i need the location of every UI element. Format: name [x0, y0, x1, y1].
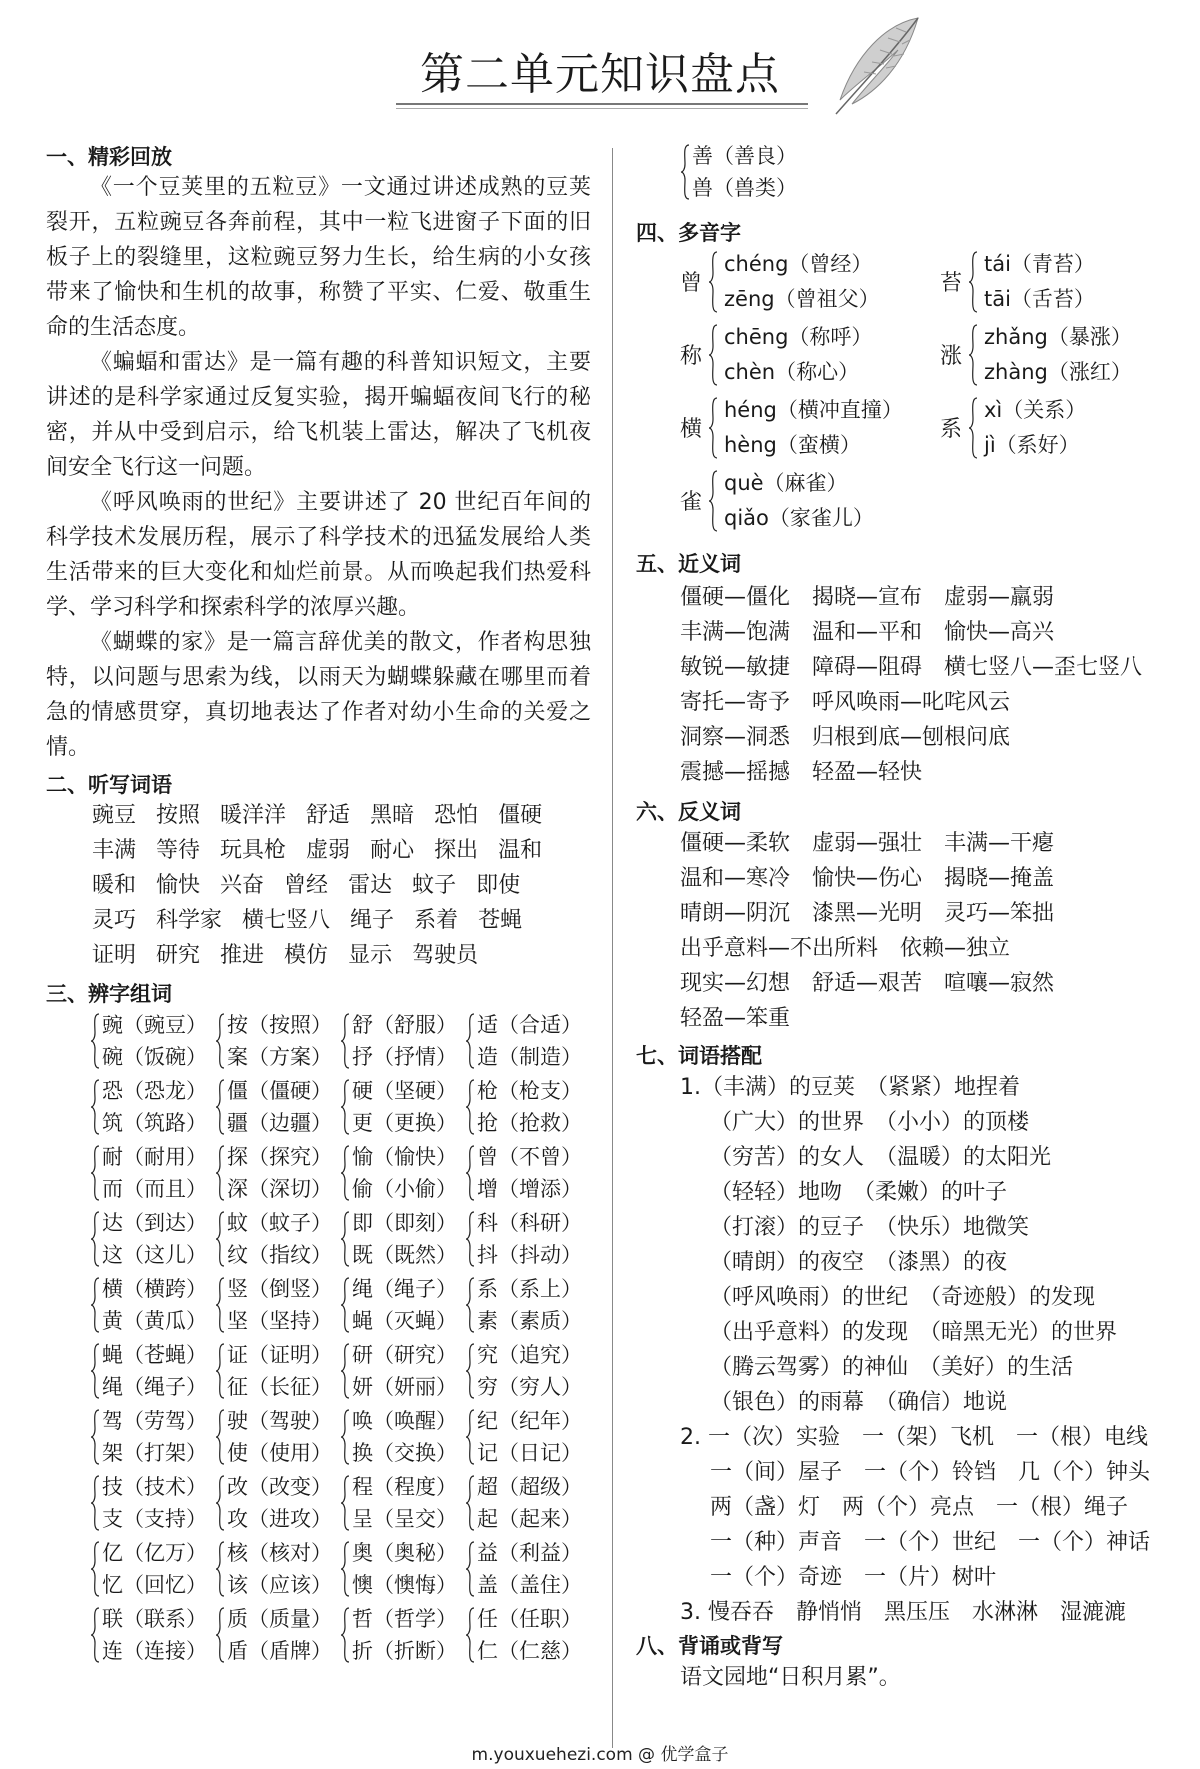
word: 驾驶员 — [412, 943, 479, 968]
title-area — [0, 38, 1200, 118]
group-word: 豌（豌豆） — [102, 1013, 207, 1037]
paragraph-3: 《呼风唤雨的世纪》主要讲述了 20 世纪百年间的科学技术发展历程，展示了科学技术的迅猛发展给人类生活带来的巨大变化和灿烂前景。从而唤起我们热爱科学、学习科学和探索科学的浓厚兴趣。 — [46, 490, 591, 620]
char-group — [465, 1273, 590, 1337]
collocation-row: 两（盏）灯 两（个）亮点 一（根）绳子 — [710, 1495, 1129, 1520]
antonym-row: 僵硬—柔软 虚弱—强壮 丰满—干瘪 — [680, 831, 1055, 856]
group-word: 既（既然） — [352, 1243, 457, 1267]
group-word: 疆（边疆） — [227, 1111, 332, 1135]
word: 研究 — [156, 943, 201, 968]
word: 暖和 — [92, 873, 137, 898]
brace-icon — [968, 324, 978, 386]
char-group — [465, 1339, 590, 1403]
char-group — [465, 1141, 590, 1205]
collocation-row: （银色）的雨幕 （确信）地说 — [710, 1390, 1008, 1415]
recite-text: 语文园地“日积月累”。 — [680, 1665, 901, 1690]
antonym-row: 晴朗—阴沉 漆黑—光明 灵巧—笨拙 — [680, 901, 1055, 926]
antonym-list — [680, 826, 1054, 1036]
char-group — [340, 1603, 465, 1667]
synonym-list — [680, 580, 1142, 790]
group-word: 连（连接） — [102, 1639, 207, 1663]
char-group — [340, 1471, 465, 1535]
word: 蚊子 — [412, 873, 457, 898]
group-word: 僵（僵硬） — [227, 1079, 332, 1103]
word: 温和 — [498, 838, 543, 863]
section-heading-4: 四、多音字 — [636, 221, 741, 245]
word: 系着 — [414, 908, 459, 933]
synonym-row: 寄托—寄予 呼风唤雨—叱咤风云 — [680, 690, 1011, 715]
group-word: 盾（盾牌） — [227, 1639, 332, 1663]
word: 模仿 — [284, 943, 329, 968]
group-word: 耐（耐用） — [102, 1145, 207, 1169]
group-word: 素（素质） — [477, 1309, 582, 1333]
group-word: 哲（哲学） — [352, 1607, 457, 1631]
group-word: 该（应该） — [227, 1573, 332, 1597]
collocation-row: （穷苦）的女人 （温暖）的太阳光 — [710, 1145, 1052, 1170]
char-group — [215, 1141, 340, 1205]
brace-icon — [465, 1211, 475, 1267]
brace-icon — [708, 470, 718, 532]
word: 丰满 — [92, 838, 137, 863]
group-word: 攻（进攻） — [227, 1507, 332, 1531]
char-group — [340, 1339, 465, 1403]
char-group — [465, 1537, 590, 1601]
polyphone-reading: hèng（蛮横） — [724, 433, 861, 457]
group-word: 偷（小偷） — [352, 1177, 457, 1201]
word: 玩具枪 — [220, 838, 287, 863]
group-word: 质（质量） — [227, 1607, 332, 1631]
brace-icon — [90, 1013, 100, 1069]
char-group — [215, 1537, 340, 1601]
brace-icon — [215, 1277, 225, 1333]
char-group — [215, 1009, 340, 1073]
collocation-row: 1.（丰满）的豆荚 （紧紧）地捏着 — [680, 1075, 1020, 1100]
group-word: 联（联系） — [102, 1607, 207, 1631]
word-row — [92, 798, 562, 833]
word-row — [92, 833, 562, 868]
group-word: 纪（纪年） — [477, 1409, 582, 1433]
brace-icon — [465, 1343, 475, 1399]
group-word: 善（善良） — [692, 144, 797, 168]
char-group — [90, 1273, 215, 1337]
brace-icon — [215, 1013, 225, 1069]
group-word: 兽（兽类） — [692, 176, 797, 200]
polyphone-reading: zhàng（涨红） — [984, 360, 1132, 384]
brace-icon — [340, 1409, 350, 1465]
collocation-row: （广大）的世界 （小小）的顶楼 — [710, 1110, 1030, 1135]
brace-icon — [465, 1475, 475, 1531]
brace-icon — [340, 1211, 350, 1267]
group-word: 增（增添） — [477, 1177, 582, 1201]
char-group — [215, 1339, 340, 1403]
char-group — [340, 1273, 465, 1337]
group-word: 绳（绳子） — [102, 1375, 207, 1399]
brace-icon — [215, 1475, 225, 1531]
synonym-row: 洞察—洞悉 归根到底—刨根问底 — [680, 725, 1011, 750]
brace-icon — [90, 1607, 100, 1663]
char-group — [90, 1603, 215, 1667]
collocation-row: （呼风唤雨）的世纪 （奇迹般）的发现 — [710, 1285, 1096, 1310]
group-word: 支（支持） — [102, 1507, 207, 1531]
word-row — [92, 868, 562, 903]
column-divider — [612, 148, 613, 1748]
polyphone-reading: zēng（曾祖父） — [724, 287, 880, 311]
brace-icon — [90, 1343, 100, 1399]
group-word: 竖（倒竖） — [227, 1277, 332, 1301]
polyphone-reading: tāi（舌苔） — [984, 287, 1095, 311]
antonym-row: 出乎意料—不出所料 依赖—独立 — [680, 936, 1011, 961]
brace-icon — [90, 1541, 100, 1597]
brace-icon — [465, 1277, 475, 1333]
char-group — [465, 1471, 590, 1535]
collocation-row: 2. 一（次）实验 一（架）飞机 一（根）电线 — [680, 1425, 1148, 1450]
word: 灵巧 — [92, 908, 137, 933]
group-word: 起（起来） — [477, 1507, 582, 1531]
collocation-row: （轻轻）地吻 （柔嫩）的叶子 — [710, 1180, 1008, 1205]
brace-icon — [90, 1277, 100, 1333]
word: 探出 — [434, 838, 479, 863]
section-heading-1: 一、精彩回放 — [46, 145, 172, 169]
collocation-row: 一（种）声音 一（个）世纪 一（个）神话 — [710, 1530, 1151, 1555]
collocation-row: 3. 慢吞吞 静悄悄 黑压压 水淋淋 湿漉漉 — [680, 1600, 1126, 1625]
char-group — [465, 1075, 590, 1139]
brace-icon — [340, 1277, 350, 1333]
brace-icon — [215, 1409, 225, 1465]
group-word: 抢（抢救） — [477, 1111, 582, 1135]
brace-icon — [90, 1475, 100, 1531]
group-word: 换（交换） — [352, 1441, 457, 1465]
antonym-row: 轻盈—笨重 — [680, 1006, 791, 1031]
group-word: 证（证明） — [227, 1343, 332, 1367]
char-group — [340, 1537, 465, 1601]
char-group — [465, 1405, 590, 1469]
feather-icon — [826, 14, 926, 118]
char-group — [340, 1405, 465, 1469]
paragraph-4: 《蝴蝶的家》是一篇言辞优美的散文，作者构思独特，以问题与思索为线，以雨天为蝴蝶躲藏在哪里而着急的情感贯穿，真切地表达了作者对幼小生命的关爱之情。 — [46, 630, 591, 760]
char-group — [215, 1603, 340, 1667]
word-row — [92, 903, 562, 938]
group-word: 愉（愉快） — [352, 1145, 457, 1169]
group-word: 唤（唤醒） — [352, 1409, 457, 1433]
word: 黑暗 — [370, 803, 415, 828]
polyphone-reading: tái（青苔） — [984, 252, 1095, 276]
group-word: 蝇（苍蝇） — [102, 1343, 207, 1367]
brace-icon — [90, 1211, 100, 1267]
brace-icon — [90, 1145, 100, 1201]
group-word: 横（横跨） — [102, 1277, 207, 1301]
group-word: 而（而且） — [102, 1177, 207, 1201]
group-word: 达（到达） — [102, 1211, 207, 1235]
group-word: 核（核对） — [227, 1541, 332, 1565]
polyphone-char: 雀 — [680, 490, 703, 515]
group-word: 系（系上） — [477, 1277, 582, 1301]
char-group — [215, 1075, 340, 1139]
group-word: 改（改变） — [227, 1475, 332, 1499]
group-word: 超（超级） — [477, 1475, 582, 1499]
brace-icon — [90, 1079, 100, 1135]
word: 证明 — [92, 943, 137, 968]
word-row — [92, 938, 562, 973]
word: 耐心 — [370, 838, 415, 863]
word: 等待 — [156, 838, 201, 863]
group-word: 曾（不曾） — [477, 1145, 582, 1169]
char-group — [215, 1405, 340, 1469]
brace-icon — [340, 1607, 350, 1663]
polyphone-reading: jì（系好） — [984, 433, 1080, 457]
brace-icon — [968, 251, 978, 313]
group-word: 忆（回忆） — [102, 1573, 207, 1597]
group-word: 碗（饭碗） — [102, 1045, 207, 1069]
word: 豌豆 — [92, 803, 137, 828]
collocation-row: 一（个）奇迹 一（片）树叶 — [710, 1565, 997, 1590]
char-group — [215, 1471, 340, 1535]
group-word: 程（程度） — [352, 1475, 457, 1499]
brace-icon — [340, 1475, 350, 1531]
char-group — [90, 1009, 215, 1073]
word: 横七竖八 — [242, 908, 331, 933]
group-word: 适（合适） — [477, 1013, 582, 1037]
char-group — [340, 1141, 465, 1205]
group-word: 究（追究） — [477, 1343, 582, 1367]
word: 按照 — [156, 803, 201, 828]
group-word: 技（技术） — [102, 1475, 207, 1499]
brace-icon — [465, 1013, 475, 1069]
word: 雷达 — [348, 873, 393, 898]
brace-icon — [90, 1409, 100, 1465]
word: 绳子 — [350, 908, 395, 933]
group-word: 更（更换） — [352, 1111, 457, 1135]
brace-icon — [215, 1145, 225, 1201]
group-word: 这（这儿） — [102, 1243, 207, 1267]
collocation-row: （晴朗）的夜空 （漆黑）的夜 — [710, 1250, 1008, 1275]
word: 暖洋洋 — [220, 803, 287, 828]
group-word: 深（深切） — [227, 1177, 332, 1201]
group-word: 恐（恐龙） — [102, 1079, 207, 1103]
brace-icon — [340, 1013, 350, 1069]
word: 苍蝇 — [478, 908, 523, 933]
collocation-row: （打滚）的豆子 （快乐）地微笑 — [710, 1215, 1030, 1240]
group-word: 亿（亿万） — [102, 1541, 207, 1565]
polyphone-char: 涨 — [940, 344, 963, 369]
section-heading-7: 七、词语搭配 — [636, 1044, 762, 1068]
group-word: 益（利益） — [477, 1541, 582, 1565]
char-group — [90, 1141, 215, 1205]
group-word: 架（打架） — [102, 1441, 207, 1465]
collocation-row: （腾云驾雾）的神仙 （美好）的生活 — [710, 1355, 1074, 1380]
footer-watermark: m.youxuehezi.com @ 优学盒子 — [471, 1745, 729, 1765]
section-heading-5: 五、近义词 — [636, 552, 741, 576]
word: 即使 — [476, 873, 521, 898]
dictation-words — [92, 798, 562, 973]
char-group — [340, 1207, 465, 1271]
group-word: 呈（呈交） — [352, 1507, 457, 1531]
group-word: 使（使用） — [227, 1441, 332, 1465]
title-underline — [396, 100, 808, 105]
polyphone-reading: xì（关系） — [984, 398, 1087, 422]
word: 舒适 — [306, 803, 351, 828]
group-word: 舒（舒服） — [352, 1013, 457, 1037]
group-word: 按（按照） — [227, 1013, 332, 1037]
brace-icon — [340, 1145, 350, 1201]
brace-icon — [340, 1541, 350, 1597]
group-word: 蝇（灭蝇） — [352, 1309, 457, 1333]
antonym-row: 温和—寒冷 愉快—伤心 揭晓—掩盖 — [680, 866, 1055, 891]
brace-icon — [680, 144, 690, 200]
synonym-row: 敏锐—敏捷 障碍—阻碍 横七竖八—歪七竖八 — [680, 655, 1143, 680]
section-heading-3: 三、辨字组词 — [46, 982, 172, 1006]
brace-icon — [465, 1145, 475, 1201]
char-group — [215, 1273, 340, 1337]
char-group — [465, 1009, 590, 1073]
brace-icon — [215, 1607, 225, 1663]
polyphone-char: 系 — [940, 417, 963, 442]
polyphone-reading: chèn（称心） — [724, 360, 860, 384]
recite-note — [680, 1660, 901, 1695]
char-group — [90, 1537, 215, 1601]
char-group — [680, 140, 820, 204]
group-word: 枪（枪支） — [477, 1079, 582, 1103]
group-word: 筑（筑路） — [102, 1111, 207, 1135]
group-word: 科（科研） — [477, 1211, 582, 1235]
group-word: 绳（绳子） — [352, 1277, 457, 1301]
synonym-row: 震撼—摇撼 轻盈—轻快 — [680, 760, 923, 785]
group-word: 任（任职） — [477, 1607, 582, 1631]
section-heading-2: 二、听写词语 — [46, 773, 172, 797]
char-group — [340, 1075, 465, 1139]
polyphone-reading: héng（横冲直撞） — [724, 398, 903, 422]
paragraph-2: 《蝙蝠和雷达》是一篇有趣的科普知识短文，主要讲述的是科学家通过反复实验，揭开蝙蝠夜间飞行的秘密，并从中受到启示，给飞机装上雷达，解决了飞机夜间安全飞行这一问题。 — [46, 350, 591, 480]
paragraph-1: 《一个豆荚里的五粒豆》一文通过讲述成熟的豆荚裂开，五粒豌豆各奔前程，其中一粒飞进窗子下面的旧板子上的裂缝里，这粒豌豆努力生长，给生病的小女孩带来了愉快和生机的故事，称赞了平实、仁爱、敬重生命的生活态度。 — [46, 175, 591, 340]
group-word: 硬（坚硬） — [352, 1079, 457, 1103]
char-group — [90, 1471, 215, 1535]
collocation-row: 一（间）屋子 一（个）铃铛 几（个）钟头 — [710, 1460, 1151, 1485]
polyphone-reading: chéng（曾经） — [724, 252, 873, 276]
word: 恐怕 — [434, 803, 479, 828]
page-title: 第二单元知识盘点 — [420, 49, 780, 100]
word: 曾经 — [284, 873, 329, 898]
group-word: 妍（妍丽） — [352, 1375, 457, 1399]
group-word: 驾（劳驾） — [102, 1409, 207, 1433]
char-group — [465, 1603, 590, 1667]
word: 推进 — [220, 943, 265, 968]
group-word: 征（长征） — [227, 1375, 332, 1399]
brace-icon — [708, 397, 718, 459]
group-word: 抖（抖动） — [477, 1243, 582, 1267]
group-word: 纹（指纹） — [227, 1243, 332, 1267]
brace-icon — [465, 1607, 475, 1663]
char-group — [340, 1009, 465, 1073]
brace-icon — [708, 251, 718, 313]
collocation-row: （出乎意料）的发现 （暗黑无光）的世界 — [710, 1320, 1118, 1345]
brace-icon — [215, 1079, 225, 1135]
char-group — [465, 1207, 590, 1271]
brace-icon — [465, 1079, 475, 1135]
word: 愉快 — [156, 873, 201, 898]
char-group — [90, 1405, 215, 1469]
polyphone-reading: què（麻雀） — [724, 471, 848, 495]
polyphone-reading: zhǎng（暴涨） — [984, 325, 1132, 349]
brace-icon — [708, 324, 718, 386]
group-word: 记（日记） — [477, 1441, 582, 1465]
group-word: 折（折断） — [352, 1639, 457, 1663]
synonym-row: 僵硬—僵化 揭晓—宣布 虚弱—羸弱 — [680, 585, 1055, 610]
section-heading-8: 八、背诵或背写 — [636, 1634, 783, 1658]
char-group — [90, 1075, 215, 1139]
word: 显示 — [348, 943, 393, 968]
group-word: 即（即刻） — [352, 1211, 457, 1235]
polyphone-reading: chēng（称呼） — [724, 325, 873, 349]
brace-icon — [340, 1079, 350, 1135]
section-heading-6: 六、反义词 — [636, 800, 741, 824]
char-group — [215, 1207, 340, 1271]
word: 僵硬 — [498, 803, 543, 828]
polyphone-char: 称 — [680, 344, 703, 369]
group-word: 穷（穷人） — [477, 1375, 582, 1399]
title-underline-thin — [396, 108, 808, 109]
word: 虚弱 — [306, 838, 351, 863]
polyphone-reading: qiǎo（家雀儿） — [724, 506, 874, 530]
group-word: 懊（懊悔） — [352, 1573, 457, 1597]
brace-icon — [465, 1409, 475, 1465]
group-word: 奥（奥秘） — [352, 1541, 457, 1565]
group-word: 研（研究） — [352, 1343, 457, 1367]
brace-icon — [215, 1541, 225, 1597]
group-word: 造（制造） — [477, 1045, 582, 1069]
brace-icon — [215, 1343, 225, 1399]
collocation-list — [680, 1070, 1150, 1630]
group-word: 黄（黄瓜） — [102, 1309, 207, 1333]
group-word: 抒（抒情） — [352, 1045, 457, 1069]
word: 兴奋 — [220, 873, 265, 898]
brace-icon — [215, 1211, 225, 1267]
group-word: 案（方案） — [227, 1045, 332, 1069]
antonym-row: 现实—幻想 舒适—艰苦 喧嚷—寂然 — [680, 971, 1055, 996]
polyphone-char: 苔 — [940, 271, 963, 296]
synonym-row: 丰满—饱满 温和—平和 愉快—高兴 — [680, 620, 1055, 645]
brace-icon — [340, 1343, 350, 1399]
group-word: 驶（驾驶） — [227, 1409, 332, 1433]
char-group — [90, 1339, 215, 1403]
word: 科学家 — [156, 908, 223, 933]
group-word: 坚（坚持） — [227, 1309, 332, 1333]
group-word: 仁（仁慈） — [477, 1639, 582, 1663]
polyphone-char: 横 — [680, 417, 703, 442]
brace-icon — [465, 1541, 475, 1597]
brace-icon — [968, 397, 978, 459]
group-word: 探（探究） — [227, 1145, 332, 1169]
polyphone-char: 曾 — [680, 271, 703, 296]
char-group — [90, 1207, 215, 1271]
group-word: 盖（盖住） — [477, 1573, 582, 1597]
group-word: 蚊（蚊子） — [227, 1211, 332, 1235]
